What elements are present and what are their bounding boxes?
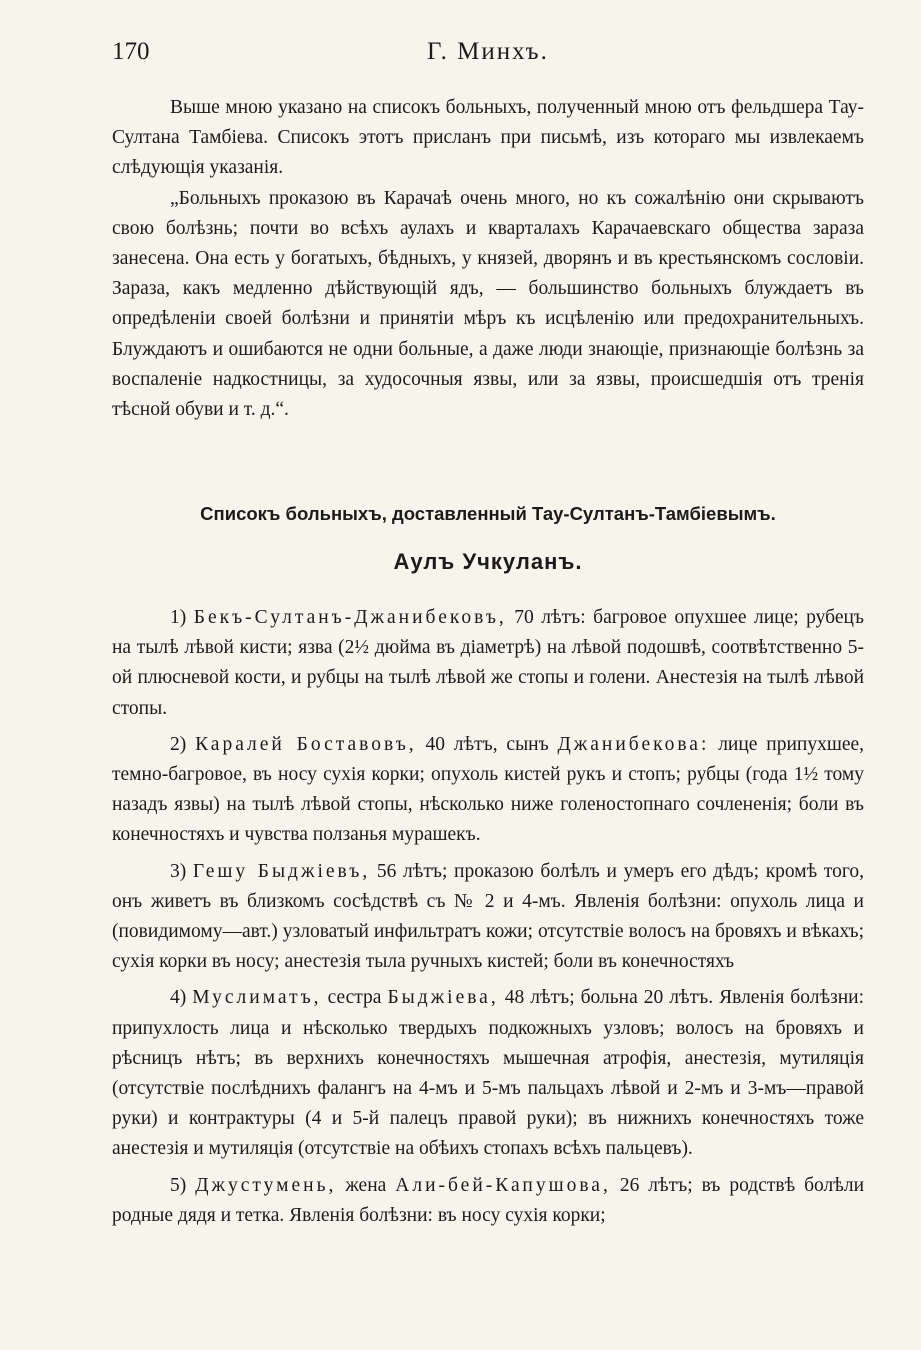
running-head: Г. Минхъ. — [427, 38, 549, 65]
patient-list — [112, 603, 864, 1237]
entry-text: 56 лѣтъ; проказою болѣлъ и умеръ его дѣдъ; кромѣ того, онъ живетъ въ близкомъ сосѣдствѣ съ № 2 и 4-мъ. Явленія болѣзни: опухоль лица и (повидимому—авт.) узловатый инфильтратъ кожи; отсутствіе волосъ на бровяхъ и вѣкахъ; сухія корки въ носу; анестезія тыла ручныхъ кистей; боли въ конечностяхъ — [112, 860, 865, 973]
entry-text: 48 лѣтъ; больна 20 лѣтъ. Явленія болѣзни: припухлость лица и нѣсколько твердыхъ подкожныхъ узловъ; волосъ на бровяхъ и рѣсницъ нѣтъ; въ верхнихъ конечностяхъ мышечная атрофія, анестезія, мутиляція (отсутствіе послѣднихъ фалангъ на 4-мъ и 5-мъ пальцахъ лѣвой и 2-мъ и 3-мъ—правой руки) и контрактуры (4 и 5-й палецъ правой руки); въ нижнихъ конечностяхъ тоже анестезія и мутиляція (отсутствіе на обѣихъ стопахъ всѣхъ пальцевъ). — [112, 987, 865, 1160]
entry-number: 5) — [170, 1174, 187, 1196]
entry-number: 4) — [170, 987, 187, 1009]
entry-number: 1) — [170, 607, 187, 628]
patient-name: Бекъ-Султанъ-Джанибековъ, — [193, 607, 507, 628]
patient-entry-2 — [112, 730, 864, 851]
patient-entry-3 — [112, 857, 864, 978]
entry-number: 2) — [170, 733, 187, 755]
patient-entry-4 — [112, 983, 864, 1164]
patient-name: Каралей Боставовъ, — [195, 733, 417, 755]
entry-text-a: сестра — [327, 987, 382, 1009]
entry-text: 26 лѣтъ; въ родствѣ болѣли родные дядя и тетка. Явленія болѣзни: въ носу сухія корки; — [112, 1174, 865, 1226]
section-title: Списокъ больныхъ, доставленный Тау-Султанъ-Тамбіевымъ. — [200, 503, 776, 524]
entry-text-a: жена — [345, 1174, 387, 1196]
intro-paragraph-2: „Больныхъ проказою въ Карачаѣ очень много, но къ сожалѣнію они скрываютъ свою болѣзнь; почти во всѣхъ аулахъ и кварталахъ Карачаевскаго общества зараза занесена. Она есть у богатыхъ, бѣдныхъ, у князей, дворянъ и въ крестьянскомъ сословіи. Зараза, какъ медленно дѣйствующій ядъ, — большинство больныхъ блуждаетъ въ опредѣленіи своей болѣзни и принятіи мѣръ къ исцѣленію или предохранительныхъ. Блуждаютъ и ошибаются не одни больные, а даже люди знающіе, признающіе болѣзнь за воспаленіе надкостницы, за худосочныя язвы, или за язвы, происшедшія отъ тренія тѣсной обуви и т. д.“. — [112, 187, 864, 421]
entry-text: 70 лѣтъ: багровое опухшее лице; рубецъ на тылѣ лѣвой кисти; язва (2½ дюйма въ діаметрѣ) на лѣвой подошвѣ, соотвѣтственно 5-ой плюсневой кости, и рубцы на тылѣ лѣвой же стопы и голени. Анестезія на тылѣ лѣвой стопы. — [112, 607, 864, 719]
patient-name: Гешу Быджіевъ, — [192, 860, 371, 882]
relative-name: Быджіева, — [387, 987, 499, 1009]
page-header — [112, 38, 872, 78]
intro-paragraph-1: Выше мною указано на списокъ больныхъ, полученный мною отъ фельдшера Тау-Султана Тамбіева. Списокъ этотъ присланъ при письмѣ, изъ котораго мы извлекаемъ слѣдующія указанія. — [112, 97, 864, 179]
entry-text: лице припухшее, темно-багровое, въ носу сухія корки; опухоль кистей рукъ и стопъ; рубцы (года 1½ тому назадъ язвы) на тылѣ лѣвой стопы, нѣсколько ниже голеностопнаго сочлененія; боли въ конечностяхъ и чувства ползанья мурашекъ. — [112, 733, 865, 846]
relative-name: Али-бей-Капушова, — [395, 1174, 611, 1196]
page-number: 170 — [112, 38, 150, 65]
entry-number: 3) — [170, 860, 187, 882]
patient-entry-5 — [112, 1171, 864, 1231]
patient-entry-1 — [112, 603, 864, 724]
village-title: Аулъ Учкуланъ. — [393, 549, 583, 574]
patient-name: Муслиматъ, — [192, 987, 322, 1009]
relative-name: Джанибекова: — [557, 733, 710, 755]
patient-name: Джустумень, — [195, 1174, 337, 1196]
intro-text — [112, 93, 864, 425]
entry-text-a: 40 лѣтъ, сынъ — [425, 733, 549, 755]
